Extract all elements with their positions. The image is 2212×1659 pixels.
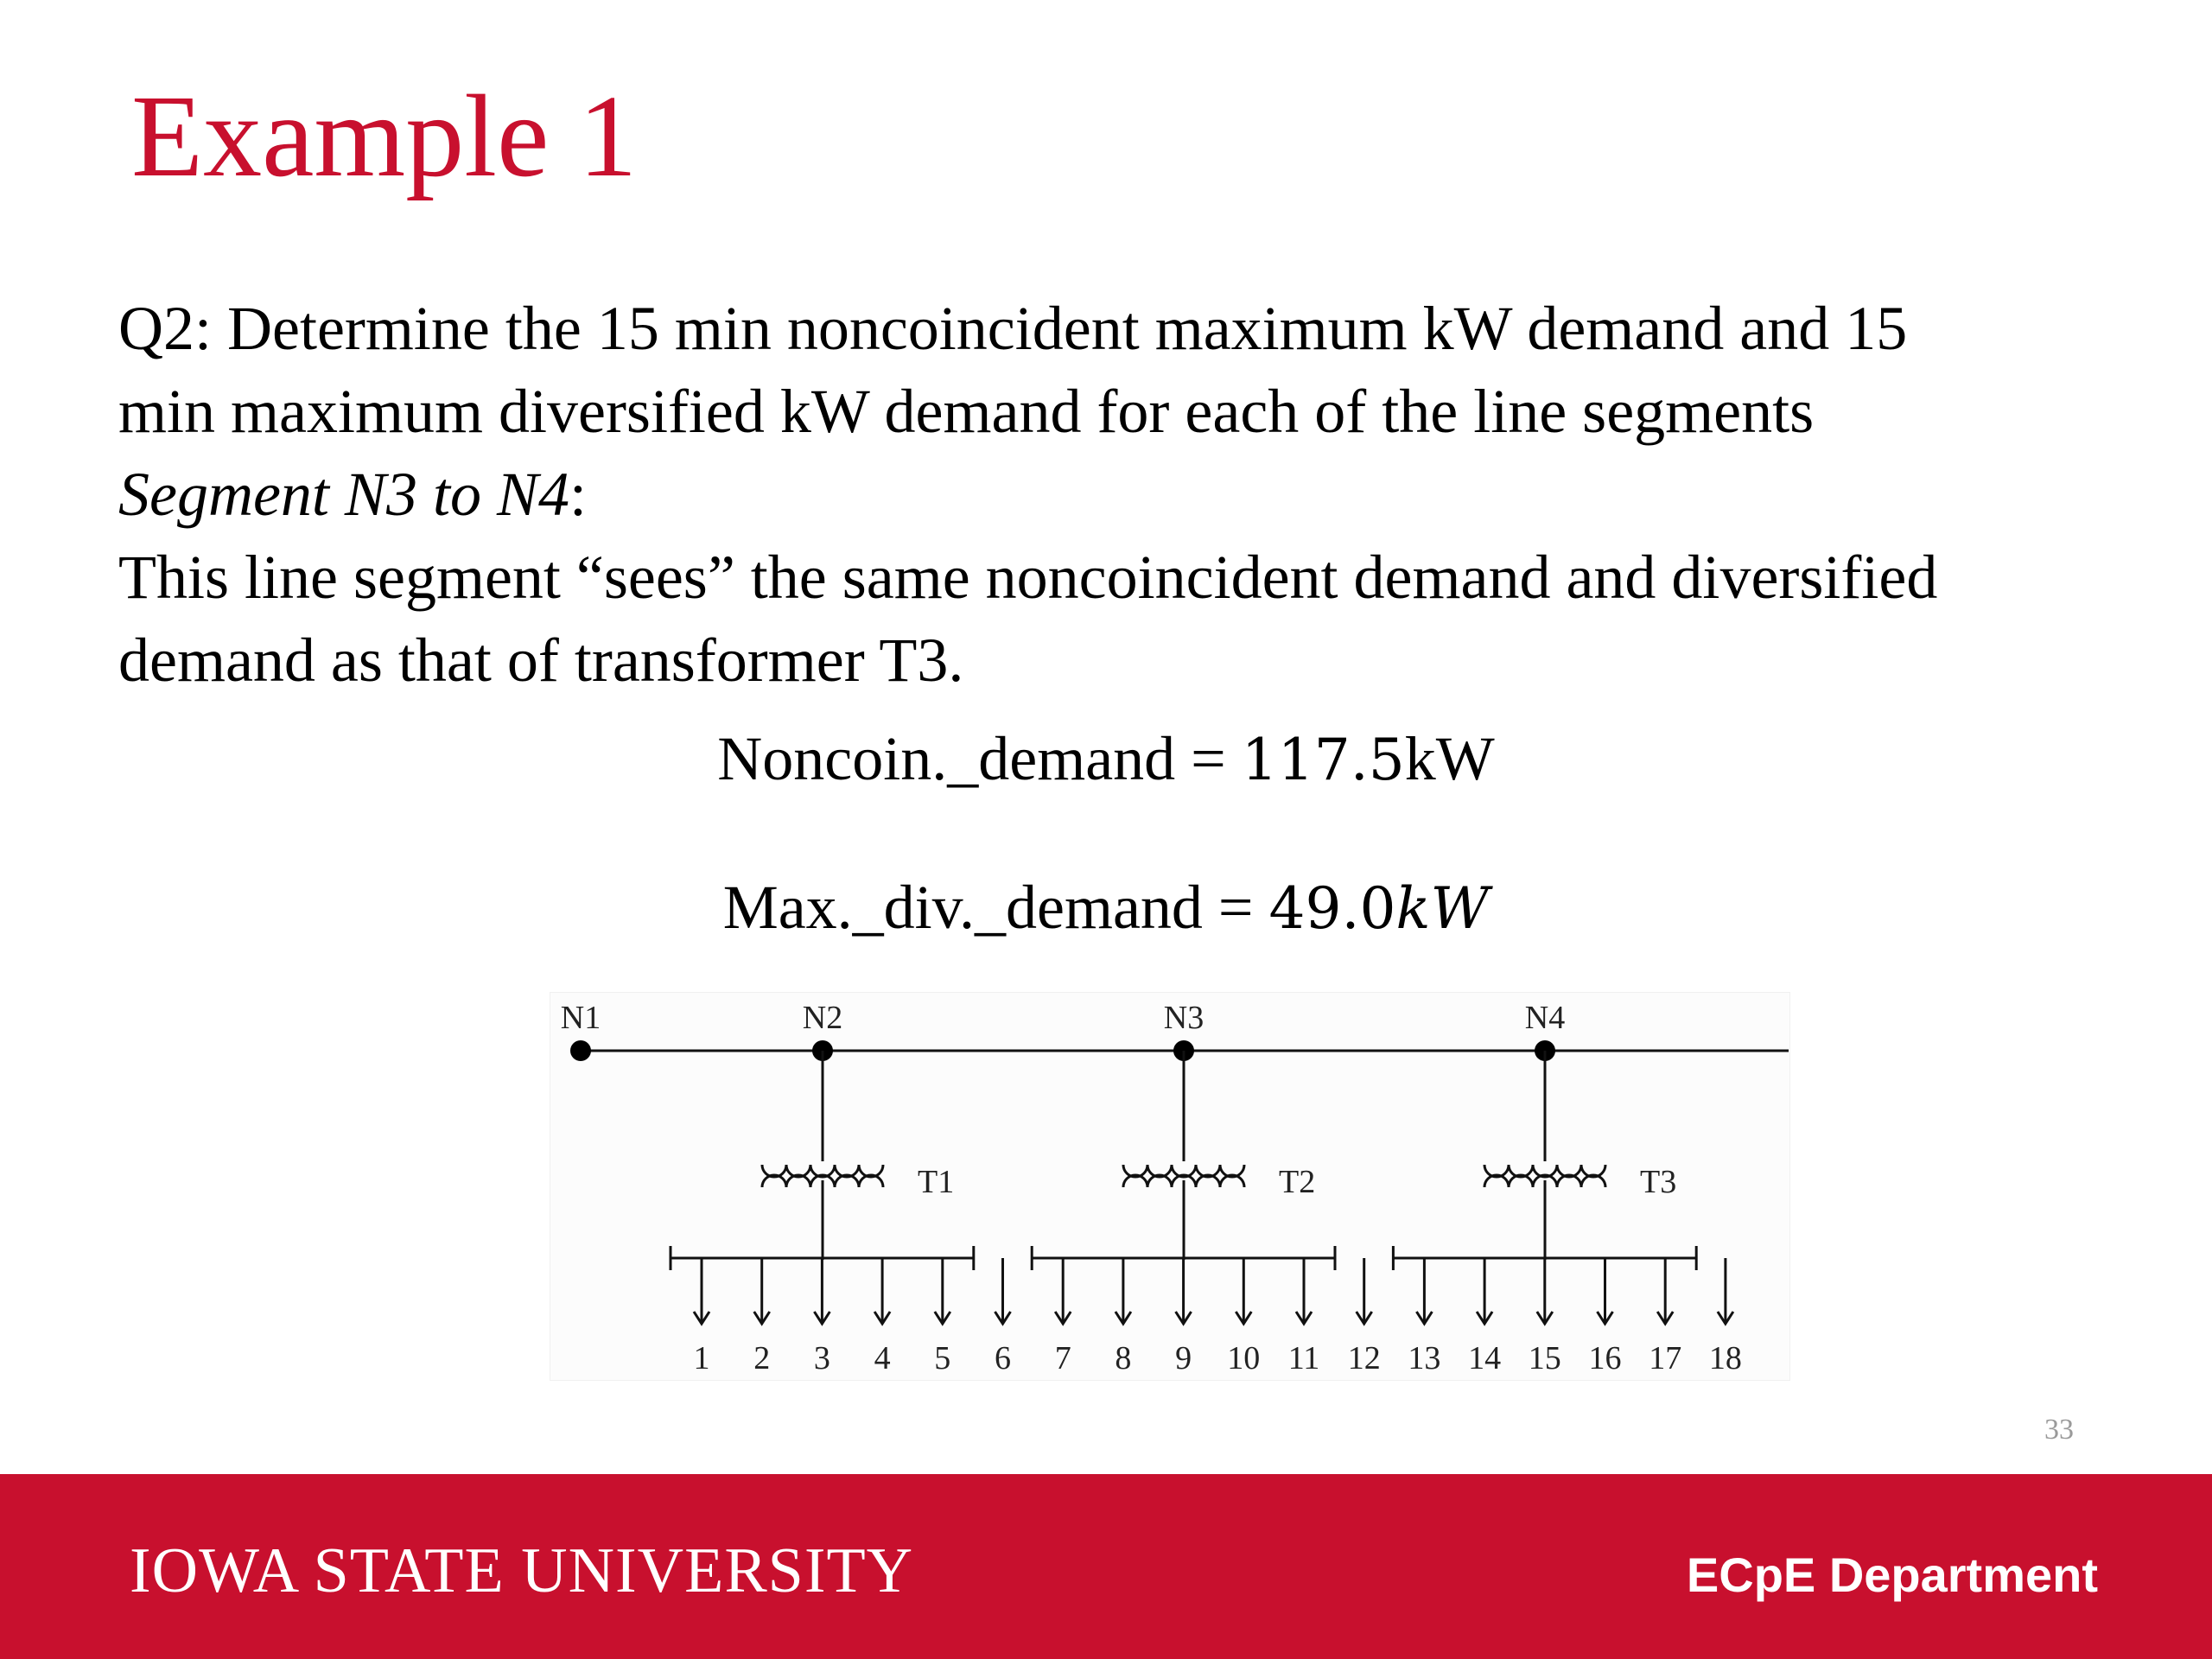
load-14-label: 14 — [1468, 1340, 1502, 1376]
load-17-label: 17 — [1649, 1340, 1682, 1376]
equation-noncoincident-demand — [0, 724, 2212, 793]
equation-2-unit: kW — [1395, 875, 1490, 942]
node-n2-label: N2 — [802, 1000, 843, 1036]
page-number: 33 — [2044, 1414, 2074, 1446]
transformer-t1-label: T1 — [918, 1164, 955, 1200]
load-6-label: 6 — [995, 1340, 1011, 1376]
load-12-label: 12 — [1347, 1340, 1381, 1376]
load-13-label: 13 — [1408, 1340, 1441, 1376]
equation-max-diversified-demand — [0, 873, 2212, 942]
explanation-line-2: demand as that of transformer T3. — [118, 626, 964, 695]
segment-heading — [118, 453, 2123, 536]
load-18-label: 18 — [1708, 1340, 1742, 1376]
transformer-t3-label: T3 — [1640, 1164, 1677, 1200]
node-n1-dot — [570, 1040, 591, 1061]
load-3-label: 3 — [813, 1340, 830, 1376]
load-4-label: 4 — [874, 1340, 891, 1376]
load-5-label: 5 — [934, 1340, 951, 1376]
load-7-label: 7 — [1054, 1340, 1071, 1376]
equation-1-lhs: Noncoin._demand = — [717, 724, 1242, 793]
node-n3-label: N3 — [1163, 1000, 1205, 1036]
load-11-label: 11 — [1287, 1340, 1320, 1376]
transformer-t2-label: T2 — [1279, 1164, 1316, 1200]
university-wordmark: IOWA STATE UNIVERSITY — [130, 1535, 914, 1606]
equation-2-value: 49.0 — [1268, 875, 1396, 942]
question-line-1: Q2: Determine the 15 min noncoincident maximum kW demand and 15 — [118, 294, 1908, 363]
slide-body — [118, 287, 2123, 702]
equation-1-value: 117.5 — [1241, 727, 1405, 793]
load-9-label: 9 — [1175, 1340, 1192, 1376]
load-2-label: 2 — [753, 1340, 771, 1376]
load-15-label: 15 — [1528, 1340, 1561, 1376]
feeder-diagram — [550, 992, 1790, 1381]
load-16-label: 16 — [1588, 1340, 1622, 1376]
load-10-label: 10 — [1227, 1340, 1261, 1376]
footer-bar — [0, 1474, 2212, 1659]
department-label: ECpE Department — [1686, 1548, 2098, 1602]
explanation-line-1: This line segment “sees” the same noncoincident demand and diversified — [118, 543, 1938, 612]
segment-colon: : — [569, 460, 587, 529]
load-8-label: 8 — [1115, 1340, 1132, 1376]
equation-2-lhs: Max._div._demand = — [722, 873, 1269, 942]
node-n1-label: N1 — [560, 1000, 601, 1036]
equation-1-unit: kW — [1404, 724, 1495, 793]
segment-label: Segment N3 to N4 — [118, 460, 569, 529]
node-n4-label: N4 — [1524, 1000, 1566, 1036]
load-1-label: 1 — [693, 1340, 710, 1376]
question-line-2: min maximum diversified kW demand for each of the line segments — [118, 377, 1815, 446]
slide-title: Example 1 — [131, 72, 638, 201]
